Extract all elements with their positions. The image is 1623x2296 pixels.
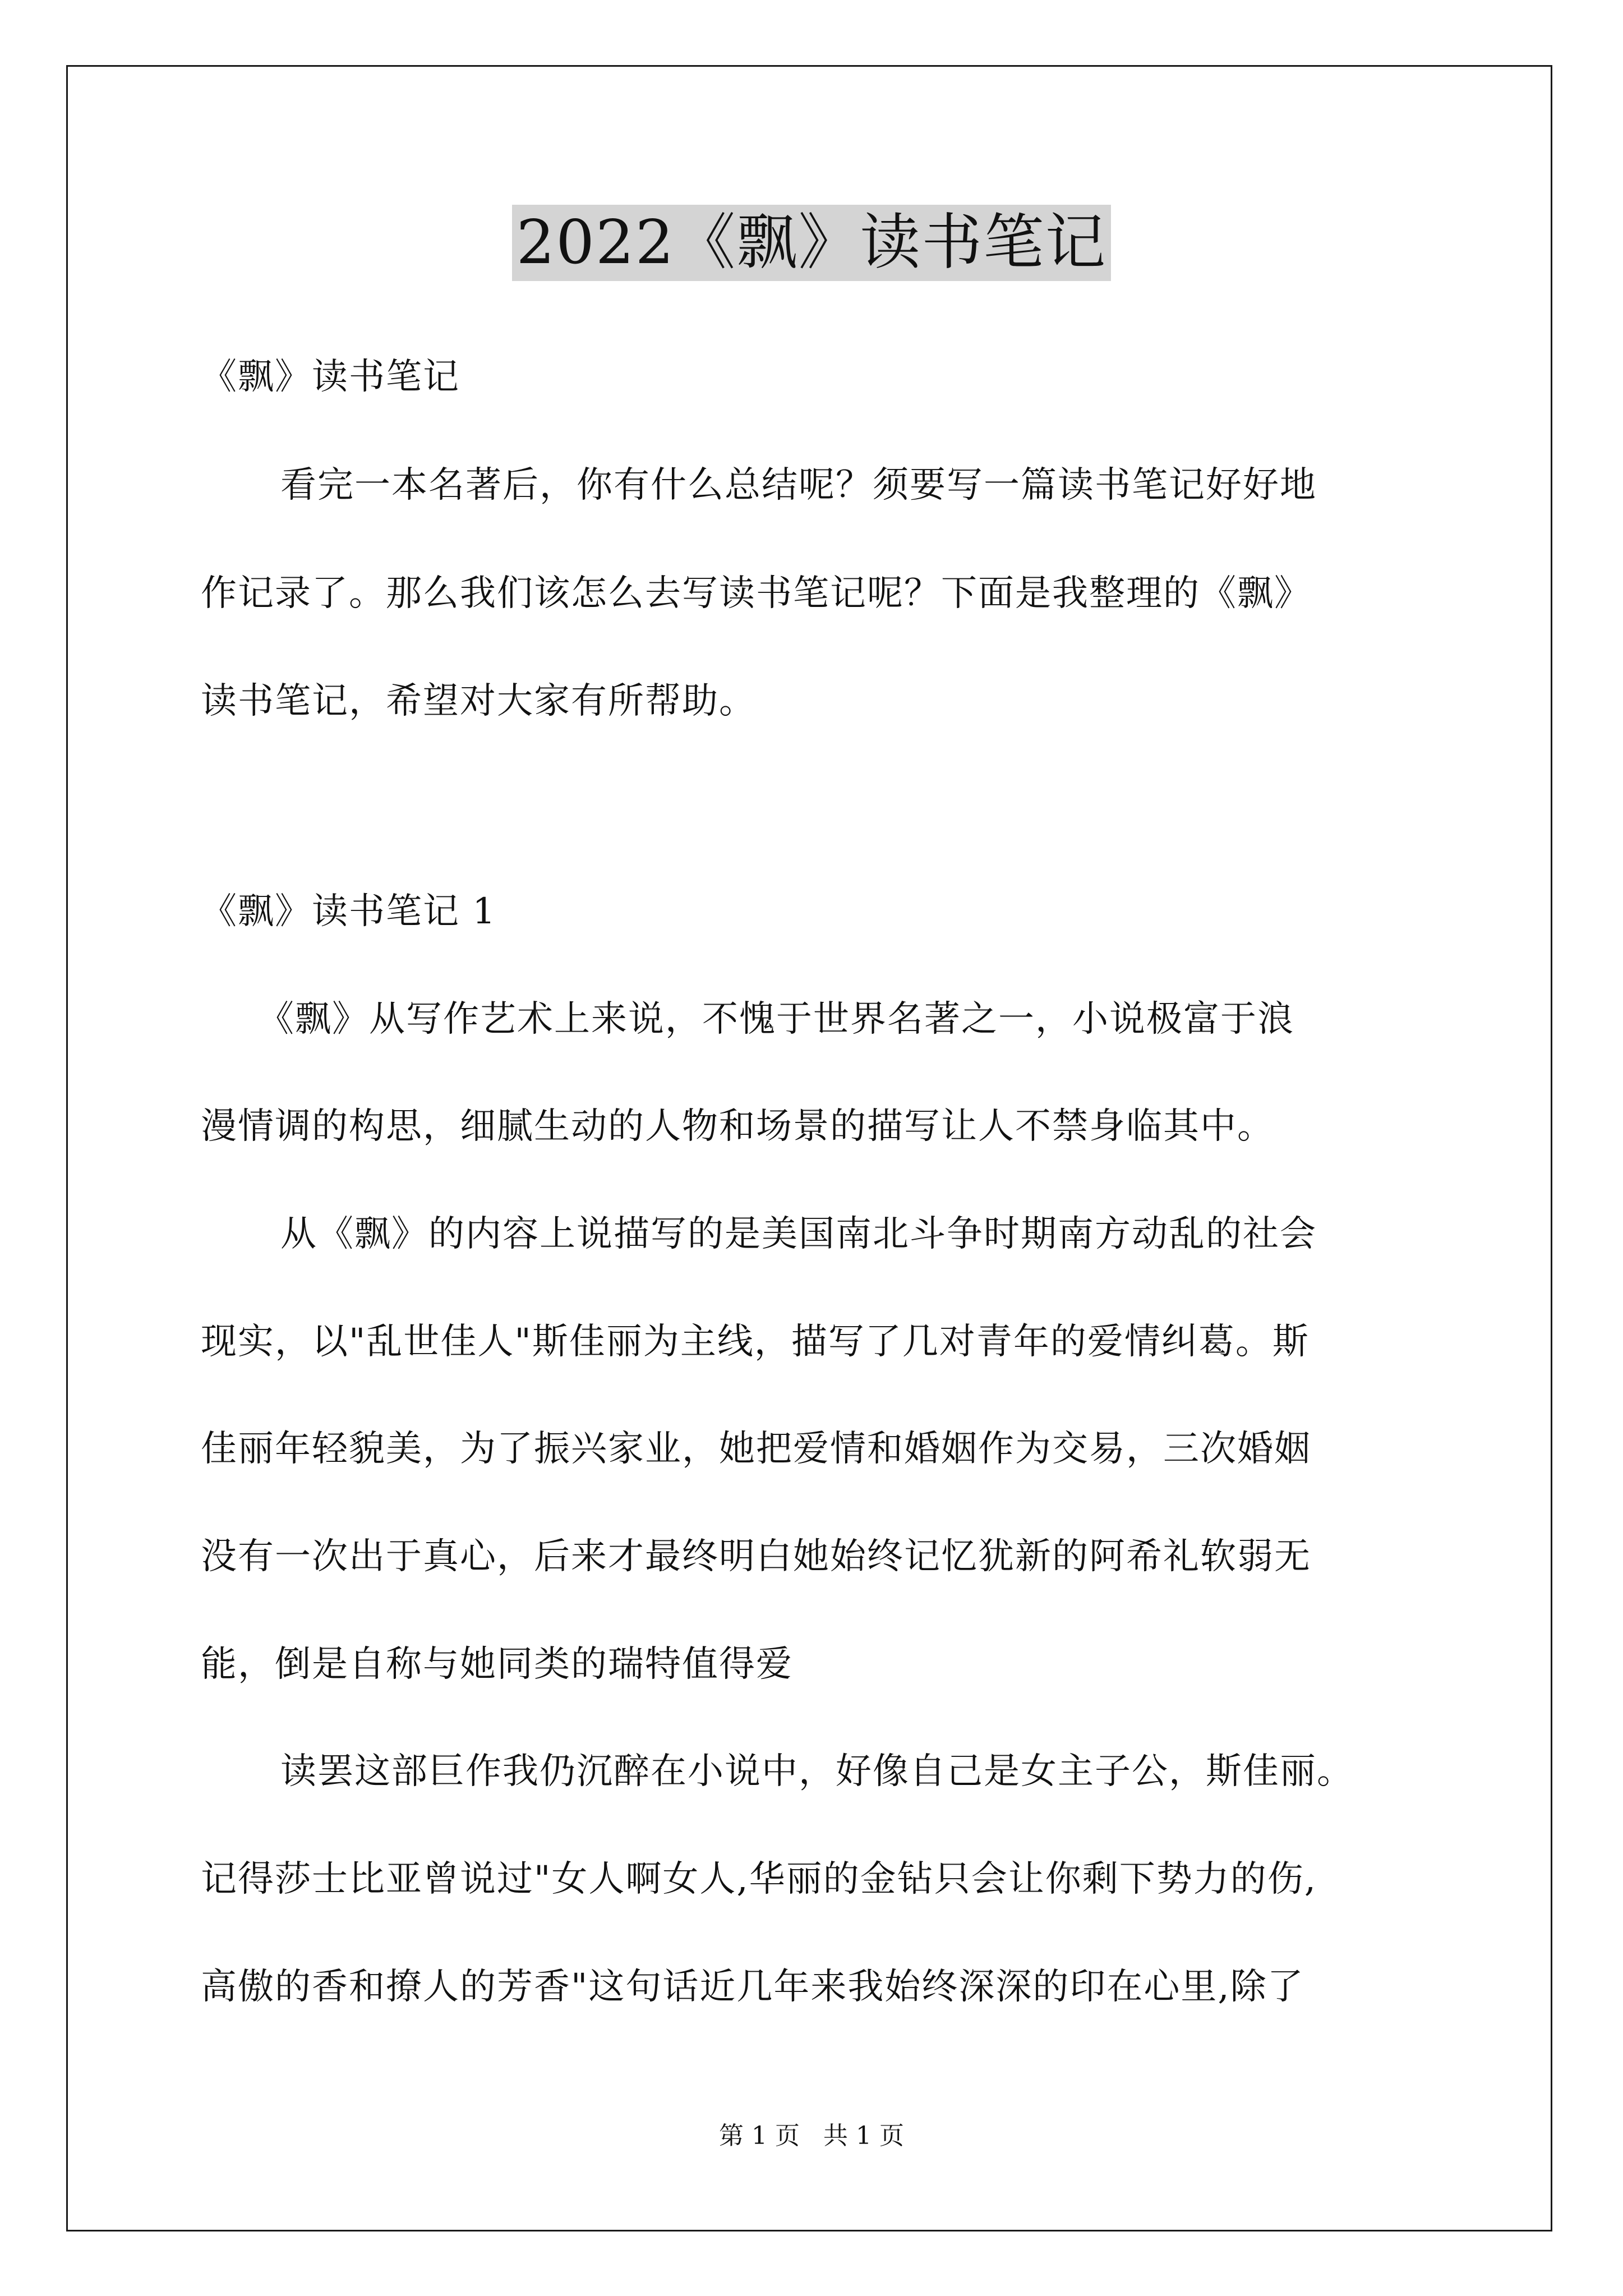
body-line: 漫情调的构思，细腻生动的人物和场景的描写让人不禁身临其中。 bbox=[201, 1106, 1274, 1147]
page-number-total: 共 1 页 bbox=[823, 2122, 904, 2150]
section-heading: 《飘》读书笔记 1 bbox=[201, 891, 497, 932]
page-number-current: 第 1 页 bbox=[719, 2122, 800, 2150]
body-line: 记得莎士比亚曾说过"女人啊女人,华丽的金钻只会让你剩下势力的伤, bbox=[201, 1858, 1317, 1900]
body-line: 没有一次出于真心，后来才最终明白她始终记忆犹新的阿希礼软弱无 bbox=[201, 1536, 1311, 1577]
body-line: 《飘》从写作艺术上来说，不愧于世界名著之一，小说极富于浪 bbox=[258, 999, 1294, 1040]
intro-line: 读书笔记，希望对大家有所帮助。 bbox=[201, 680, 756, 722]
subtitle: 《飘》读书笔记 bbox=[201, 356, 460, 398]
body-line: 佳丽年轻貌美，为了振兴家业，她把爱情和婚姻作为交易，三次婚姻 bbox=[201, 1428, 1311, 1470]
page-footer bbox=[0, 2120, 1623, 2152]
body-line: 能，倒是自称与她同类的瑞特值得爱 bbox=[201, 1644, 793, 1685]
intro-line: 看完一本名著后，你有什么总结呢？须要写一篇读书笔记好好地 bbox=[280, 464, 1317, 506]
body-line: 高傲的香和撩人的芳香"这句话近几年来我始终深深的印在心里,除了 bbox=[201, 1966, 1304, 2008]
title-container bbox=[0, 205, 1623, 281]
body-line: 读罢这部巨作我仍沉醉在小说中，好像自己是女主子公，斯佳丽。 bbox=[280, 1751, 1354, 1792]
body-line: 从《飘》的内容上说描写的是美国南北斗争时期南方动乱的社会 bbox=[280, 1213, 1317, 1255]
intro-line: 作记录了。那么我们该怎么去写读书笔记呢？下面是我整理的《飘》 bbox=[201, 573, 1311, 614]
body-line: 现实，以"乱世佳人"斯佳丽为主线，描写了几对青年的爱情纠葛。斯 bbox=[201, 1321, 1310, 1363]
document-title: 2022《飘》读书笔记 bbox=[512, 205, 1112, 281]
